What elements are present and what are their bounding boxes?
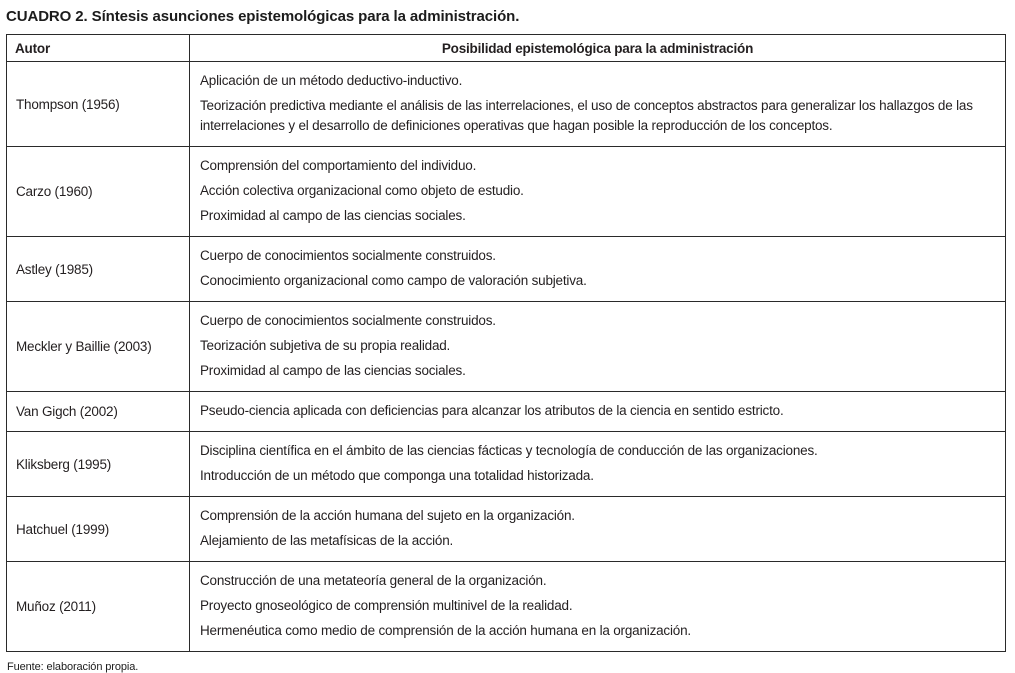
possibility-text: Introducción de un método que componga una totalidad historizada. <box>200 468 594 483</box>
possibility-text: Hermenéutica como medio de comprensión de la acción humana en la organización. <box>200 623 691 638</box>
source-note: Fuente: elaboración propia. <box>7 661 139 673</box>
possibility-text: Proximidad al campo de las ciencias sociales. <box>200 363 466 378</box>
possibility-text: Teorización predictiva mediante el análisis de las interrelaciones, el uso de conceptos abstractos para generalizar los hallazgos de las interrelaciones y el desarrollo de definiciones operativas que hagan posible la reproducción de los conceptos. <box>200 98 973 133</box>
author-cell: Astley (1985) <box>7 237 190 302</box>
possibility-text: Comprensión del comportamiento del individuo. <box>200 158 477 173</box>
possibility-text: Disciplina científica en el ámbito de las ciencias fácticas y tecnología de conducción de las organizaciones. <box>200 443 818 458</box>
author-cell: Van Gigch (2002) <box>7 392 190 432</box>
points-cell <box>190 392 1006 432</box>
possibility-text: Acción colectiva organizacional como objeto de estudio. <box>200 183 524 198</box>
epistemology-table <box>6 34 1006 652</box>
possibility-text: Construcción de una metateoría general de la organización. <box>200 573 547 588</box>
author-cell: Carzo (1960) <box>7 147 190 237</box>
points-cell <box>190 302 1006 392</box>
possibility-text: Teorización subjetiva de su propia realidad. <box>200 338 451 353</box>
author-cell: Thompson (1956) <box>7 62 190 147</box>
possibility-text: Pseudo-ciencia aplicada con deficiencias para alcanzar los atributos de la ciencia en sentido estricto. <box>200 403 784 418</box>
possibility-text: Cuerpo de conocimientos socialmente construidos. <box>200 248 496 263</box>
table-row <box>7 497 1006 562</box>
table-row <box>7 237 1006 302</box>
table-title: CUADRO 2. Síntesis asunciones epistemológicas para la administración. <box>6 8 520 25</box>
column-header-posibilidad: Posibilidad epistemológica para la administración <box>190 35 1006 62</box>
table-body <box>7 62 1006 652</box>
points-cell <box>190 562 1006 652</box>
points-cell <box>190 147 1006 237</box>
points-cell <box>190 432 1006 497</box>
author-cell: Hatchuel (1999) <box>7 497 190 562</box>
table-row <box>7 302 1006 392</box>
table-row <box>7 562 1006 652</box>
possibility-text: Cuerpo de conocimientos socialmente construidos. <box>200 313 496 328</box>
table-row <box>7 147 1006 237</box>
points-cell <box>190 497 1006 562</box>
possibility-text: Proximidad al campo de las ciencias sociales. <box>200 208 466 223</box>
possibility-text: Proyecto gnoseológico de comprensión multinivel de la realidad. <box>200 598 573 613</box>
author-cell: Muñoz (2011) <box>7 562 190 652</box>
table-row <box>7 62 1006 147</box>
table-row <box>7 432 1006 497</box>
author-cell: Meckler y Baillie (2003) <box>7 302 190 392</box>
possibility-text: Conocimiento organizacional como campo de valoración subjetiva. <box>200 273 587 288</box>
column-header-autor: Autor <box>7 35 190 62</box>
points-cell <box>190 62 1006 147</box>
points-cell <box>190 237 1006 302</box>
author-cell: Kliksberg (1995) <box>7 432 190 497</box>
possibility-text: Alejamiento de las metafísicas de la acción. <box>200 533 454 548</box>
table-row <box>7 392 1006 432</box>
possibility-text: Aplicación de un método deductivo-inductivo. <box>200 73 463 88</box>
header-row <box>7 35 1006 62</box>
possibility-text: Comprensión de la acción humana del sujeto en la organización. <box>200 508 575 523</box>
